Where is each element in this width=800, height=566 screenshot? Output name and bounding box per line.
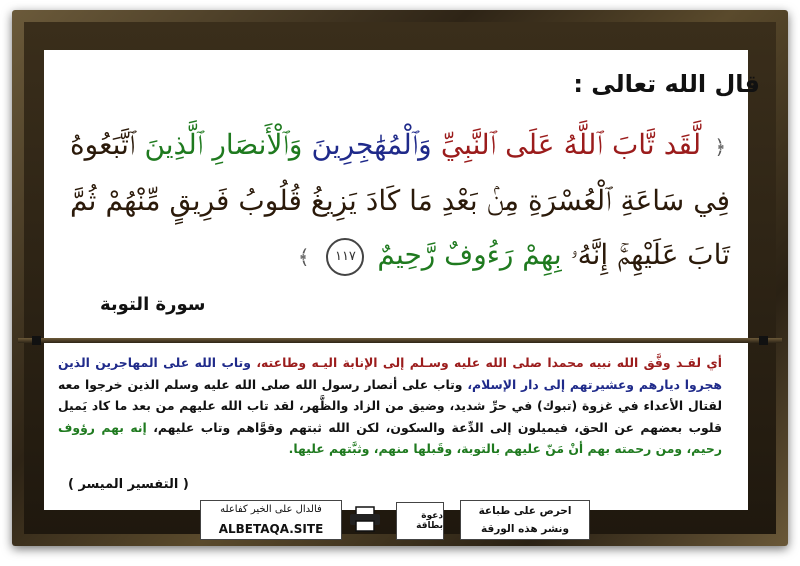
verse-segment: ثُمَّ تَابَ عَلَيْهِمْۚ إِنَّهُۥ — [70, 184, 730, 271]
tafsir-part: وتاب على أنصار رسول الله صلى الله عليه وسلم الذين خرجوا معه لقتال الأعداء في غزوة (تبوك) في حرِّ شديد، وضيق من الزاد والظَّهر، — [58, 376, 722, 413]
logo: دعوة بطاقة — [396, 502, 444, 540]
print-note-box — [460, 500, 590, 540]
print-note-line1: احرص على طباعة — [478, 505, 572, 517]
tafsir-text — [58, 352, 722, 460]
page-title: قال الله تعالى : — [573, 70, 760, 98]
site-tagline: فالدال على الخير كفاعله — [220, 504, 322, 515]
surah-name: سورة التوبة — [100, 294, 206, 315]
tafsir-part: إنه بهم رؤوف رحيم، ومن رحمته بهم أنْ مَنّ عليهم بالتوبة، وقَبلها منهم، وثبَّتهم عليها. — [58, 419, 722, 456]
site-link[interactable]: ALBETAQA.SITE — [218, 522, 324, 536]
verse-bracket-close: ﴾ — [297, 245, 310, 269]
print-note-line2: ونشر هذه الورقة — [481, 523, 569, 535]
verse-segment: ٱتَّبَعُوهُ فِي سَاعَةِ ٱلْعُسْرَةِ مِنۢ بَعْدِ مَا كَادَ يَزِيغُ قُلُوبُ فَرِيقٍ مِّنْهُمْ — [70, 128, 730, 217]
verse-segment: وَٱلْأَنصَارِ ٱلَّذِينَ — [144, 128, 303, 161]
divider — [18, 338, 782, 343]
tafsir-part: لقد تاب الله عليهم من بعد ما كاد يَميل قلوب بعضهم عن الحق، فيميلون إلى الدِّعة والسكون، لكن الله ثبتهم وقوَّاهم وتاب عليهم، — [58, 398, 722, 435]
ayah-number: ١١٧ — [326, 238, 364, 276]
tafsir-source: ( التفسير الميسر ) — [68, 477, 189, 492]
site-box[interactable] — [200, 500, 342, 540]
verse-segment: لَّقَد تَّابَ ٱللَّهُ عَلَى ٱلنَّبِيِّ — [440, 128, 702, 161]
verse-segment: بِهِمْ رَءُوفٌ رَّحِيمٌ — [377, 238, 562, 271]
tafsir-part: وتاب الله على المهاجرين الذين هجروا ديارهم وعشيرتهم إلى دار الإسلام، — [58, 355, 722, 392]
verse-bracket-open: ﴿ — [714, 135, 727, 159]
footer — [200, 500, 600, 542]
verse-segment: وَٱلْمُهَٰجِرِينَ — [311, 128, 432, 161]
tafsir-part: أي لقـد وفَّق الله نبيه محمدا صلى الله عليه وسـلم إلى الإنابة اليـه وطاعته، — [256, 355, 722, 370]
quran-verse — [70, 118, 730, 284]
printer-icon — [348, 506, 382, 532]
